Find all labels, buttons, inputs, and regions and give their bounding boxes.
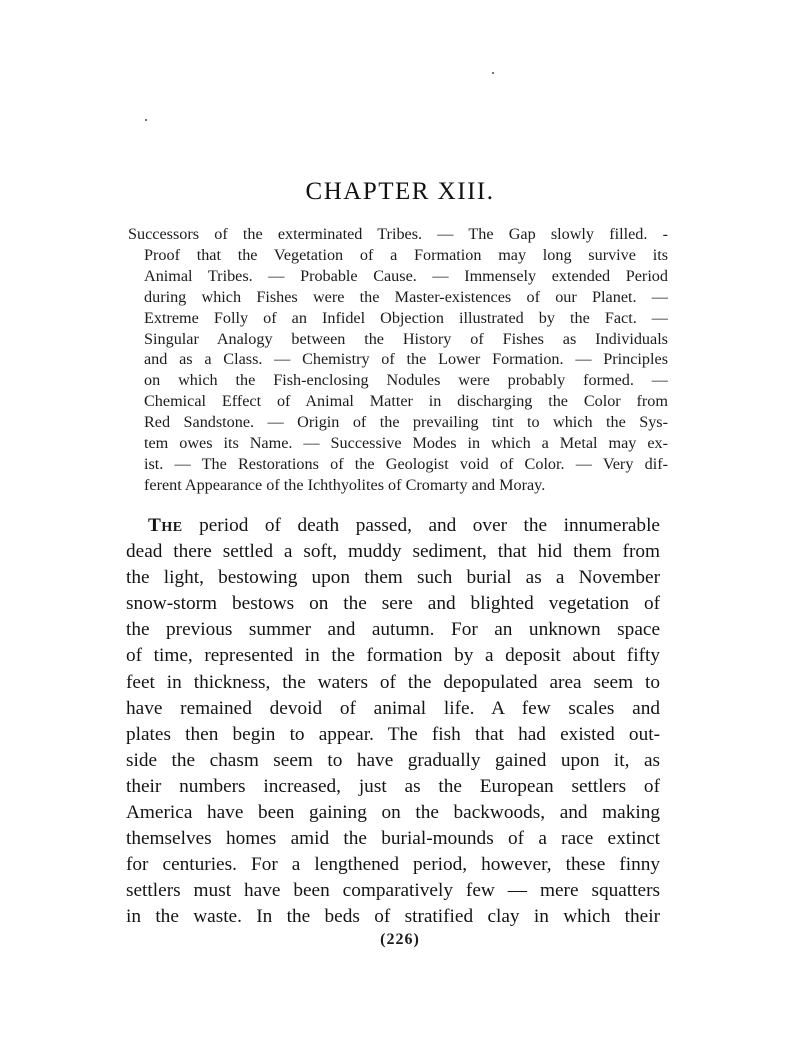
body-line: themselves homes amid the burial-mounds of a race extinct xyxy=(126,828,660,850)
page-number: (226) xyxy=(380,931,420,948)
body-paragraph xyxy=(126,513,660,931)
synopsis-line: during which Fishes were the Master-existences of our Planet. — xyxy=(144,287,668,306)
body-line: in the waste. In the beds of stratified clay in which their xyxy=(126,906,660,928)
synopsis-line: Successors of the exterminated Tribes. — The Gap slowly filled. - xyxy=(128,225,668,243)
body-line: have remained devoid of animal life. A few scales and xyxy=(126,697,660,719)
synopsis-line: Extreme Folly of an Infidel Objection illustrated by the Fact. — xyxy=(144,308,668,327)
body-line: feet in thickness, the waters of the depopulated area seem to xyxy=(126,671,660,693)
synopsis-line: on which the Fish-enclosing Nodules were probably formed. — xyxy=(144,371,668,390)
body-first-line xyxy=(126,513,660,539)
body-line: dead there settled a soft, muddy sediment, that hid them from xyxy=(126,541,660,563)
synopsis-line: ferent Appearance of the Ichthyolites of Cromarty and Moray. xyxy=(144,475,546,494)
synopsis-line: Chemical Effect of Animal Matter in discharging the Color from xyxy=(144,392,668,411)
body-line: for centuries. For a lengthened period, however, these finny xyxy=(126,854,660,876)
body-line: settlers must have been comparatively few — mere squatters xyxy=(126,880,660,902)
speck-mark-2 xyxy=(145,119,147,121)
chapter-synopsis xyxy=(128,224,668,496)
body-first-line-text: period of death passed, and over the innumerable xyxy=(199,515,660,536)
body-line: snow-storm bestows on the sere and blighted vegetation of xyxy=(126,593,660,615)
synopsis-line: Proof that the Vegetation of a Formation may long survive its xyxy=(144,245,668,264)
synopsis-line: tem owes its Name. — Successive Modes in which a Metal may ex- xyxy=(144,434,668,453)
synopsis-line: Animal Tribes. — Probable Cause. — Immensely extended Period xyxy=(144,266,668,285)
body-line: side the chasm seem to have gradually gained upon it, as xyxy=(126,749,660,771)
synopsis-line: Red Sandstone. — Origin of the prevailing tint to which the Sys- xyxy=(144,413,668,432)
speck-mark-1 xyxy=(492,72,494,74)
body-line: the light, bestowing upon them such burial as a November xyxy=(126,567,660,589)
lead-word: The xyxy=(148,515,183,536)
body-line: America have been gaining on the backwoods, and making xyxy=(126,802,660,824)
body-line: plates then begin to appear. The fish that had existed out- xyxy=(126,723,660,745)
body-line: the previous summer and autumn. For an unknown space xyxy=(126,619,660,641)
chapter-title: CHAPTER XIII. xyxy=(305,178,495,205)
body-line: their numbers increased, just as the European settlers of xyxy=(126,775,660,797)
synopsis-line: Singular Analogy between the History of Fishes as Individuals xyxy=(144,329,668,348)
synopsis-line: and as a Class. — Chemistry of the Lower Formation. — Principles xyxy=(144,350,668,369)
body-line: of time, represented in the formation by a deposit about fifty xyxy=(126,645,660,667)
synopsis-line: ist. — The Restorations of the Geologist void of Color. — Very dif- xyxy=(144,454,668,473)
